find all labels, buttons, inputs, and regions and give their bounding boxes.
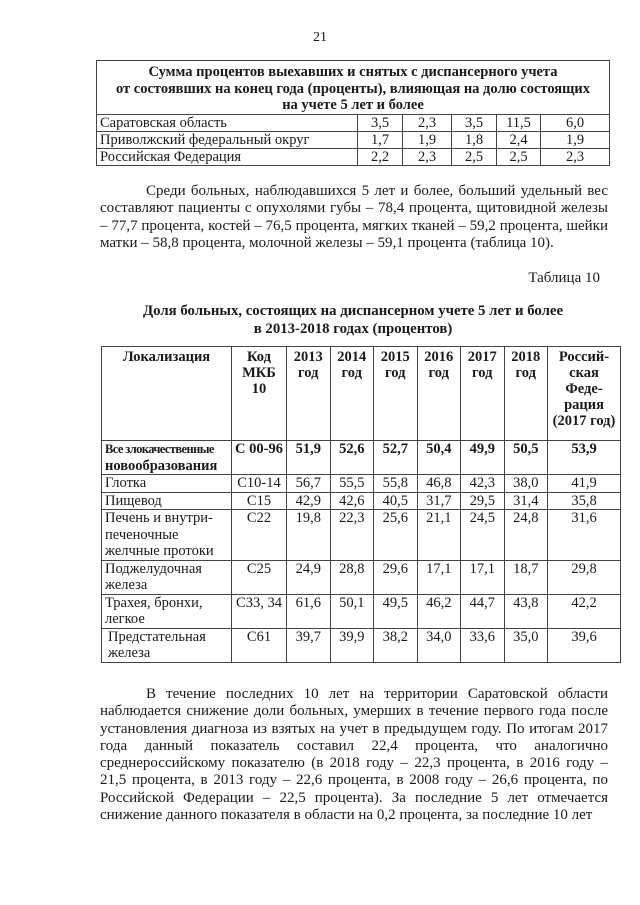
table-row xyxy=(102,492,621,510)
header-row xyxy=(102,347,621,441)
caption-line: от состоявших на конец года (проценты), влияющая на долю состоящих xyxy=(115,80,591,97)
localization-text: Все злокачественные xyxy=(105,442,214,456)
header-text: МКБ 10 xyxy=(242,365,276,397)
localization-text: железа xyxy=(105,577,148,593)
localization-text: легкое xyxy=(105,611,145,627)
table-row xyxy=(102,475,621,493)
icd-code: С33, 34 xyxy=(232,594,287,628)
cell-value: 11,5 xyxy=(497,114,541,131)
title-line: Доля больных, состоящих на диспансерном учете 5 лет и более xyxy=(142,303,564,319)
localization-cell xyxy=(102,441,232,475)
long-term-share-table xyxy=(101,346,621,663)
cell-value: 52,6 xyxy=(330,441,374,475)
table-title xyxy=(96,303,610,338)
table-label: Таблица 10 xyxy=(528,270,600,286)
cell-value: 1,7 xyxy=(358,131,403,148)
region-name: Российская Федерация xyxy=(97,148,358,165)
rf-value: 35,8 xyxy=(548,492,621,510)
cell-value: 17,1 xyxy=(461,560,505,594)
cell-value: 2,3 xyxy=(403,114,452,131)
localization-text: печеночные xyxy=(105,526,179,543)
cell-value: 44,7 xyxy=(461,594,505,628)
cell-value: 24,8 xyxy=(504,510,548,561)
paragraph-first-year-mortality xyxy=(100,686,608,824)
rf-value: 42,2 xyxy=(548,594,621,628)
cell-value: 29,6 xyxy=(374,560,418,594)
header-year xyxy=(461,347,505,441)
cell-value: 1,9 xyxy=(403,131,452,148)
caption-line: Сумма процентов выехавших и снятых с диспансерного учета xyxy=(148,64,558,80)
rf-value: 29,8 xyxy=(548,560,621,594)
header-text: Феде- xyxy=(565,381,603,397)
rf-value: 31,6 xyxy=(548,510,621,561)
header-year xyxy=(417,347,461,441)
cell-value: 46,2 xyxy=(417,594,461,628)
localization-cell xyxy=(102,510,232,561)
icd-code: С10-14 xyxy=(232,475,287,493)
region-name: Саратовская область xyxy=(97,114,358,131)
localization-text: Глотка xyxy=(105,475,147,491)
table-row xyxy=(102,510,621,561)
table-row xyxy=(97,131,610,148)
localization-text: Поджелудочная xyxy=(105,560,202,577)
header-year xyxy=(504,347,548,441)
localization-cell xyxy=(102,475,232,493)
table-row xyxy=(102,441,621,475)
cell-value: 6,0 xyxy=(541,114,610,131)
header-text: 2013 xyxy=(293,349,323,365)
cell-value: 22,3 xyxy=(330,510,374,561)
rf-value: 53,9 xyxy=(548,441,621,475)
cell-value: 42,9 xyxy=(287,492,331,510)
cell-value: 31,4 xyxy=(504,492,548,510)
header-year xyxy=(287,347,331,441)
localization-cell xyxy=(102,560,232,594)
cell-value: 2,3 xyxy=(403,148,452,165)
rf-value: 39,6 xyxy=(548,628,621,662)
cell-value: 28,8 xyxy=(330,560,374,594)
cell-value: 18,7 xyxy=(504,560,548,594)
cell-value: 3,5 xyxy=(452,114,497,131)
cell-value: 31,7 xyxy=(417,492,461,510)
cell-value: 19,8 xyxy=(287,510,331,561)
table-row xyxy=(102,594,621,628)
cell-value: 35,0 xyxy=(504,628,548,662)
header-text: год xyxy=(515,365,536,381)
header-text: 2017 xyxy=(467,349,497,365)
table-row xyxy=(97,114,610,131)
cell-value: 38,0 xyxy=(504,475,548,493)
cell-value: 2,4 xyxy=(497,131,541,148)
localization-cell xyxy=(102,492,232,510)
cell-value: 56,7 xyxy=(287,475,331,493)
cell-value: 51,9 xyxy=(287,441,331,475)
localization-text: Пищевод xyxy=(105,492,162,509)
icd-code: С 00-96 xyxy=(232,441,287,475)
icd-code: С61 xyxy=(232,628,287,662)
cell-value: 33,6 xyxy=(461,628,505,662)
dropout-sum-table xyxy=(96,60,610,166)
cell-value: 43,8 xyxy=(504,594,548,628)
cell-value: 2,3 xyxy=(541,148,610,165)
cell-value: 50,4 xyxy=(417,441,461,475)
header-text: год xyxy=(428,365,449,381)
localization-cell xyxy=(102,628,232,662)
cell-value: 49,9 xyxy=(461,441,505,475)
header-text: 2018 xyxy=(511,349,541,365)
cell-value: 1,9 xyxy=(541,131,610,148)
cell-value: 1,8 xyxy=(452,131,497,148)
cell-value: 42,3 xyxy=(461,475,505,493)
header-text: ская xyxy=(569,365,599,381)
header-year xyxy=(330,347,374,441)
header-localization: Локализация xyxy=(102,347,232,441)
localization-text: железа xyxy=(108,645,151,661)
cell-value: 38,2 xyxy=(374,628,418,662)
paragraph-text: В течение последних 10 лет на территории Саратовской области наблюдается снижение доли больных, умерших в течение первого года после установления диагноза из взятых на учет в предыдущем году. По итогам 2017 года данный показатель составил 22,4 процента, что аналогично среднероссийскому показателю (в 2018 году – 22,3 процента, в 2016 году – 21,5 процента, в 2013 году – 22,6 процента, в 2008 году – 26,6 процента, по Российской Федерации – 22,5 процента). За последние 5 лет отмечается снижение данного показателя в области на 0,2 процента, за последние 10 лет xyxy=(100,686,608,824)
cell-value: 49,5 xyxy=(374,594,418,628)
paragraph-text: Среди больных, наблюдавшихся 5 лет и более, больший удельный вес составляют пациенты с опухолями губы – 78,4 процента, щитовидной железы – 77,7 процента, костей – 76,5 процента, мягких тканей – 59,2 процента, шейки матки – 58,8 процента, молочной железы – 59,1 процента (таблица 10). xyxy=(100,183,608,252)
localization-text: желчные протоки xyxy=(105,543,214,559)
caption-line: на учете 5 лет и более xyxy=(282,97,424,113)
header-text: год xyxy=(385,365,406,381)
title-line: в 2013-2018 годах (процентов) xyxy=(253,320,453,337)
cell-value: 52,7 xyxy=(374,441,418,475)
cell-value: 55,5 xyxy=(330,475,374,493)
cell-value: 2,5 xyxy=(452,148,497,165)
table-row xyxy=(102,560,621,594)
cell-value: 2,5 xyxy=(497,148,541,165)
cell-value: 3,5 xyxy=(358,114,403,131)
localization-text: новообразования xyxy=(105,457,218,474)
localization-cell xyxy=(102,594,232,628)
table-row xyxy=(102,628,621,662)
icd-code: С25 xyxy=(232,560,287,594)
cell-value: 29,5 xyxy=(461,492,505,510)
paragraph-long-term-patients xyxy=(100,183,608,253)
cell-value: 50,1 xyxy=(330,594,374,628)
header-code xyxy=(232,347,287,441)
header-text: (2017 год) xyxy=(552,413,616,429)
cell-value: 40,5 xyxy=(374,492,418,510)
page-number: 21 xyxy=(313,30,327,45)
cell-value: 17,1 xyxy=(417,560,461,594)
cell-value: 55,8 xyxy=(374,475,418,493)
header-text: Россий- xyxy=(558,349,610,365)
cell-value: 24,5 xyxy=(461,510,505,561)
header-text: 2016 xyxy=(424,349,454,365)
header-text: рация xyxy=(564,397,604,413)
cell-value: 21,1 xyxy=(417,510,461,561)
cell-value: 39,7 xyxy=(287,628,331,662)
table-row xyxy=(97,148,610,165)
header-text: 2014 xyxy=(337,349,367,365)
header-russian-federation xyxy=(548,347,621,441)
table1-caption xyxy=(97,61,610,115)
cell-value: 50,5 xyxy=(504,441,548,475)
cell-value: 24,9 xyxy=(287,560,331,594)
cell-value: 61,6 xyxy=(287,594,331,628)
cell-value: 2,2 xyxy=(358,148,403,165)
cell-value: 39,9 xyxy=(330,628,374,662)
header-text: год xyxy=(298,365,319,381)
cell-value: 46,8 xyxy=(417,475,461,493)
header-text: Код xyxy=(247,349,271,365)
cell-value: 42,6 xyxy=(330,492,374,510)
header-text: 2015 xyxy=(380,349,410,365)
header-text: год xyxy=(472,365,493,381)
icd-code: С22 xyxy=(232,510,287,561)
localization-text: Предстательная xyxy=(108,628,206,645)
localization-text: Трахея, бронхи, xyxy=(105,594,203,611)
icd-code: С15 xyxy=(232,492,287,510)
cell-value: 25,6 xyxy=(374,510,418,561)
region-name: Приволжский федеральный округ xyxy=(97,131,358,148)
localization-text: Печень и внутри- xyxy=(105,510,213,526)
rf-value: 41,9 xyxy=(548,475,621,493)
header-year xyxy=(374,347,418,441)
header-text: год xyxy=(341,365,362,381)
cell-value: 34,0 xyxy=(417,628,461,662)
